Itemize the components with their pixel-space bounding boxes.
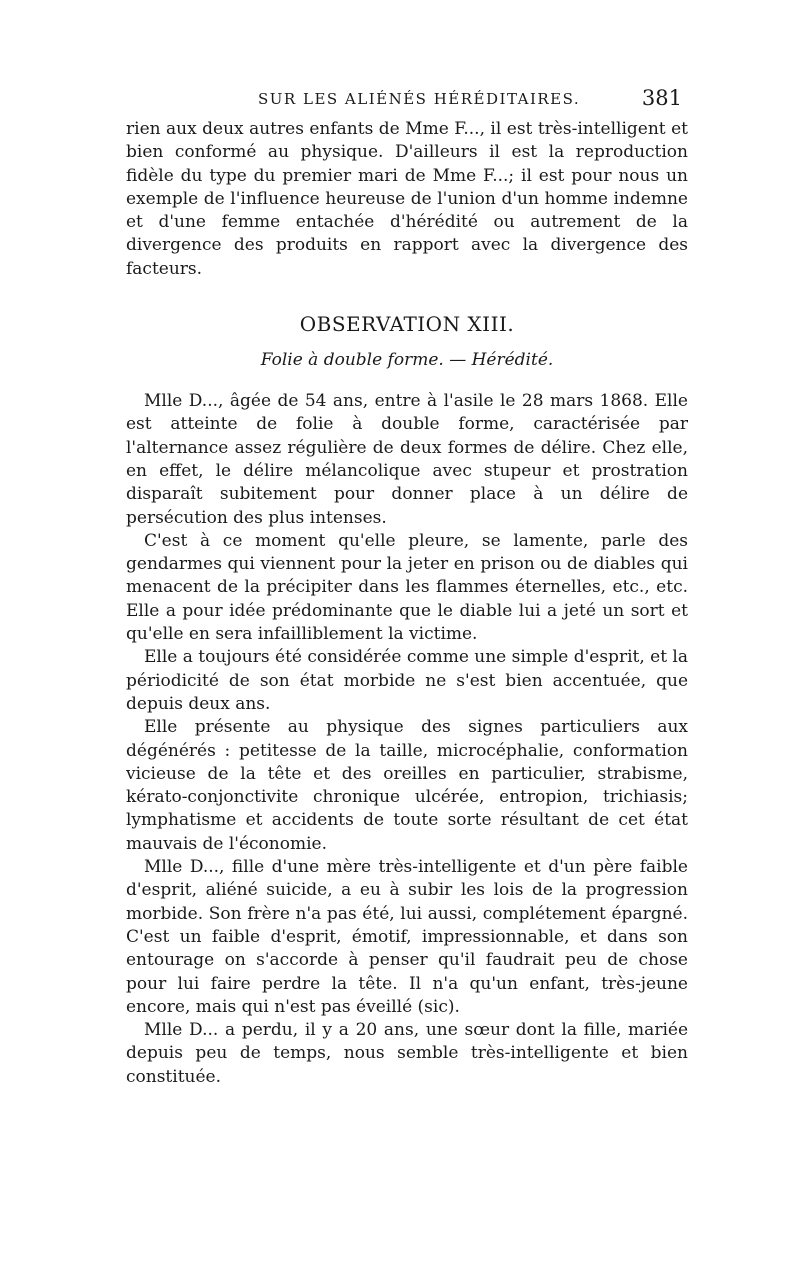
paragraph-family: Mlle D..., fille d'une mère très-intelligente et d'un père faible d'esprit, aliéné suicide, a eu à subir les lois de la progression morbide. Son frère n'a pas été, lui aussi, complétement épargné. C'est un faible d'esprit, émotif, impressionnable, et dans son entourage on s'accorde à penser qu'il faudrait peu de chose pour lui faire perdre la tête. Il n'a qu'un enfant, très-jeune encore, mais qui n'est pas éveillé (sic). xyxy=(126,857,688,1017)
running-head xyxy=(126,88,688,118)
paragraph-physical-signs: Elle présente au physique des signes particuliers aux dégénérés : petitesse de la taille, microcéphalie, conformation vicieuse de la tête et des oreilles en particulier, strabisme, kérato-conjonctivite chronique ulcérée, entropion, trichiasis; lymphatisme et accidents de toute sorte résultant de cet état mauvais de l'économie. xyxy=(126,717,688,854)
paragraph-sister: Mlle D... a perdu, il y a 20 ans, une sœur dont la fille, mariée depuis peu de temps, nous semble très-intelligente et bien constituée. xyxy=(126,1020,688,1087)
page-number: 381 xyxy=(641,86,682,110)
paragraph-admission: Mlle D..., âgée de 54 ans, entre à l'asile le 28 mars 1868. Elle est atteinte de folie à double forme, caractérisée par l'alternance assez régulière de deux formes de délire. Chez elle, en effet, le délire mélancolique avec stupeur et prostration disparaît subitement pour donner place à un délire de persécution des plus intenses. xyxy=(126,391,688,528)
section-subtitle: Folie à double forme. — Hérédité. xyxy=(260,350,554,371)
book-page xyxy=(126,88,688,1089)
section-title: OBSERVATION XIII. xyxy=(299,312,515,337)
paragraph-delirium: C'est à ce moment qu'elle pleure, se lamente, parle des gendarmes qui viennent pour la jeter en prison ou de diables qui menacent de la précipiter dans les flammes éternelles, etc., etc. Elle a pour idée prédominante que le diable lui a jeté un sort et qu'elle en sera infailliblement la victime. xyxy=(126,530,688,645)
paragraph-simple-mind: Elle a toujours été considérée comme une simple d'esprit, et la périodicité de son état morbide ne s'est bien accentuée, que depuis deux ans. xyxy=(126,647,689,714)
running-title: SUR LES ALIÉNÉS HÉRÉDITAIRES. xyxy=(258,90,581,108)
paragraph-continuation: rien aux deux autres enfants de Mme F..., il est très-intelligent et bien conformé au physique. D'ailleurs il est la reproduction fidèle du type du premier mari de Mme F...; il est pour nous un exemple de l'influence heureuse de l'union d'un homme indemne et d'une femme entachée d'hérédité ou autrement de la divergence des produits en rapport avec la divergence des facteurs. xyxy=(126,119,688,279)
